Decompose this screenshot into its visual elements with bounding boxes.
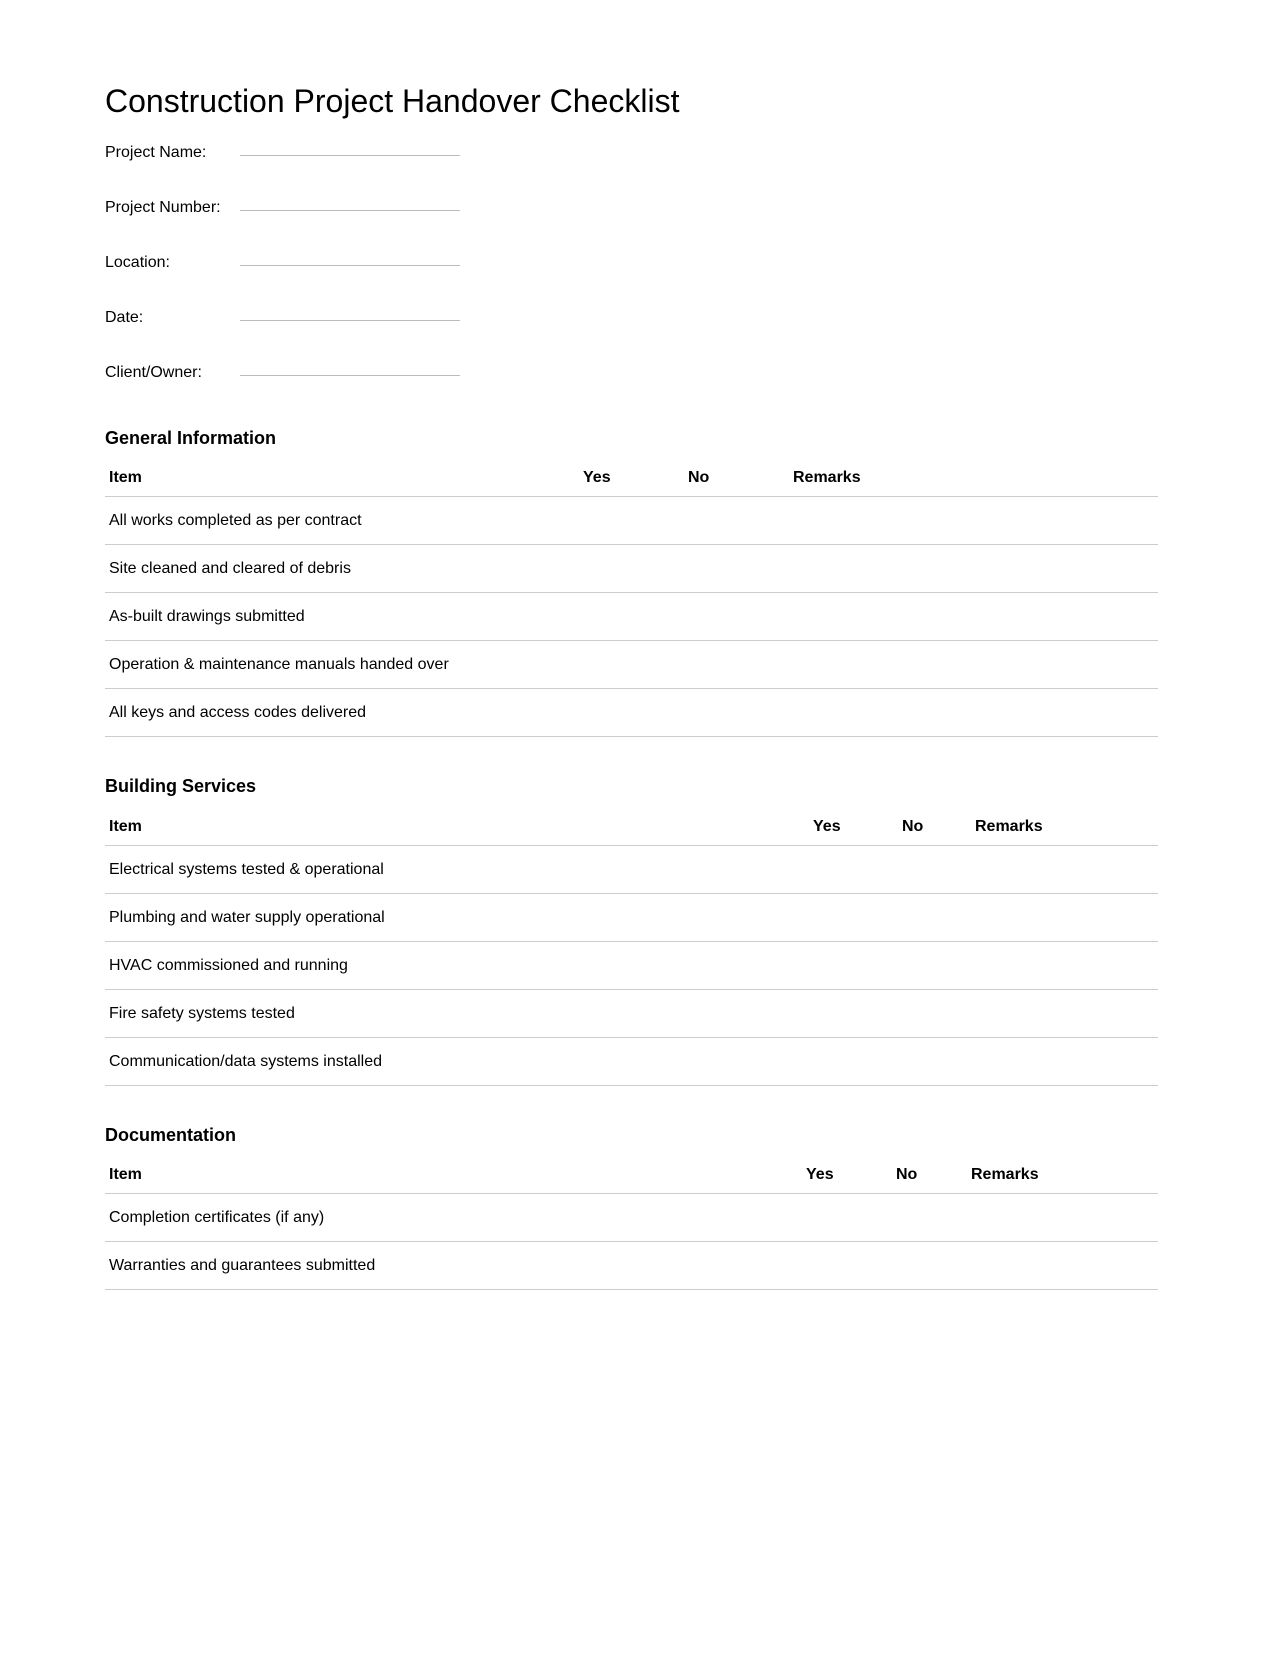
- item-cell: Communication/data systems installed: [105, 1038, 809, 1086]
- yes-cell[interactable]: [802, 1194, 892, 1242]
- table-row: [105, 1242, 1158, 1290]
- remarks-cell[interactable]: [789, 545, 1158, 593]
- yes-cell[interactable]: [579, 497, 684, 545]
- remarks-cell[interactable]: [789, 593, 1158, 641]
- documentation-table: [105, 1156, 1158, 1290]
- no-cell[interactable]: [898, 942, 971, 990]
- item-cell: Fire safety systems tested: [105, 990, 809, 1038]
- no-cell[interactable]: [898, 1038, 971, 1086]
- field-project-name: [105, 143, 505, 167]
- yes-cell[interactable]: [809, 942, 898, 990]
- item-cell: All works completed as per contract: [105, 497, 579, 545]
- item-cell: Site cleaned and cleared of debris: [105, 545, 579, 593]
- remarks-cell[interactable]: [971, 846, 1158, 894]
- column-header-remarks: Remarks: [971, 808, 1158, 846]
- remarks-cell[interactable]: [971, 894, 1158, 942]
- field-label: Client/Owner:: [105, 364, 202, 381]
- table-row: [105, 1194, 1158, 1242]
- yes-cell[interactable]: [809, 894, 898, 942]
- no-cell[interactable]: [684, 593, 789, 641]
- item-cell: Electrical systems tested & operational: [105, 846, 809, 894]
- no-cell[interactable]: [684, 497, 789, 545]
- building-services-table: [105, 808, 1158, 1086]
- section-heading-building-services: Building Services: [105, 776, 257, 796]
- date-line[interactable]: [240, 320, 460, 321]
- table-row: [105, 641, 1158, 689]
- no-cell[interactable]: [684, 545, 789, 593]
- column-header-no: No: [898, 808, 971, 846]
- table-row: [105, 497, 1158, 545]
- remarks-cell[interactable]: [971, 942, 1158, 990]
- item-cell: Completion certificates (if any): [105, 1194, 802, 1242]
- item-cell: HVAC commissioned and running: [105, 942, 809, 990]
- remarks-cell[interactable]: [967, 1194, 1158, 1242]
- table-header-row: [105, 1156, 1158, 1194]
- table-row: [105, 894, 1158, 942]
- item-cell: Operation & maintenance manuals handed over: [105, 641, 579, 689]
- section-heading-general-information: General Information: [105, 428, 277, 448]
- table-row: [105, 689, 1158, 737]
- yes-cell[interactable]: [579, 689, 684, 737]
- table-row: [105, 990, 1158, 1038]
- project-name-line[interactable]: [240, 155, 460, 156]
- table-header-row: [105, 459, 1158, 497]
- column-header-yes: Yes: [802, 1156, 892, 1194]
- field-label: Date:: [105, 309, 144, 326]
- column-header-item: Item: [105, 459, 579, 497]
- no-cell[interactable]: [892, 1242, 967, 1290]
- project-number-line[interactable]: [240, 210, 460, 211]
- column-header-item: Item: [105, 1156, 802, 1194]
- no-cell[interactable]: [898, 846, 971, 894]
- table-row: [105, 1038, 1158, 1086]
- column-header-remarks: Remarks: [967, 1156, 1158, 1194]
- general-information-table: [105, 459, 1158, 737]
- no-cell[interactable]: [684, 689, 789, 737]
- table-row: [105, 942, 1158, 990]
- yes-cell[interactable]: [579, 545, 684, 593]
- item-cell: All keys and access codes delivered: [105, 689, 579, 737]
- remarks-cell[interactable]: [789, 641, 1158, 689]
- field-label: Project Number:: [105, 199, 221, 216]
- table-row: [105, 846, 1158, 894]
- remarks-cell[interactable]: [789, 497, 1158, 545]
- remarks-cell[interactable]: [971, 990, 1158, 1038]
- page-title: Construction Project Handover Checklist: [105, 83, 680, 119]
- yes-cell[interactable]: [809, 1038, 898, 1086]
- no-cell[interactable]: [898, 894, 971, 942]
- remarks-cell[interactable]: [971, 1038, 1158, 1086]
- remarks-cell[interactable]: [789, 689, 1158, 737]
- yes-cell[interactable]: [579, 641, 684, 689]
- yes-cell[interactable]: [809, 990, 898, 1038]
- section-heading-documentation: Documentation: [105, 1125, 237, 1145]
- field-date: [105, 308, 505, 332]
- no-cell[interactable]: [898, 990, 971, 1038]
- column-header-item: Item: [105, 808, 809, 846]
- field-label: Project Name:: [105, 144, 207, 161]
- item-cell: As-built drawings submitted: [105, 593, 579, 641]
- client-owner-line[interactable]: [240, 375, 460, 376]
- no-cell[interactable]: [892, 1194, 967, 1242]
- table-row: [105, 593, 1158, 641]
- remarks-cell[interactable]: [967, 1242, 1158, 1290]
- column-header-remarks: Remarks: [789, 459, 1158, 497]
- column-header-no: No: [684, 459, 789, 497]
- item-cell: Warranties and guarantees submitted: [105, 1242, 802, 1290]
- location-line[interactable]: [240, 265, 460, 266]
- column-header-yes: Yes: [809, 808, 898, 846]
- column-header-no: No: [892, 1156, 967, 1194]
- yes-cell[interactable]: [802, 1242, 892, 1290]
- table-row: [105, 545, 1158, 593]
- no-cell[interactable]: [684, 641, 789, 689]
- field-project-number: [105, 198, 505, 222]
- field-location: [105, 253, 505, 277]
- field-label: Location:: [105, 254, 170, 271]
- table-header-row: [105, 808, 1158, 846]
- item-cell: Plumbing and water supply operational: [105, 894, 809, 942]
- field-client-owner: [105, 363, 505, 387]
- yes-cell[interactable]: [809, 846, 898, 894]
- column-header-yes: Yes: [579, 459, 684, 497]
- yes-cell[interactable]: [579, 593, 684, 641]
